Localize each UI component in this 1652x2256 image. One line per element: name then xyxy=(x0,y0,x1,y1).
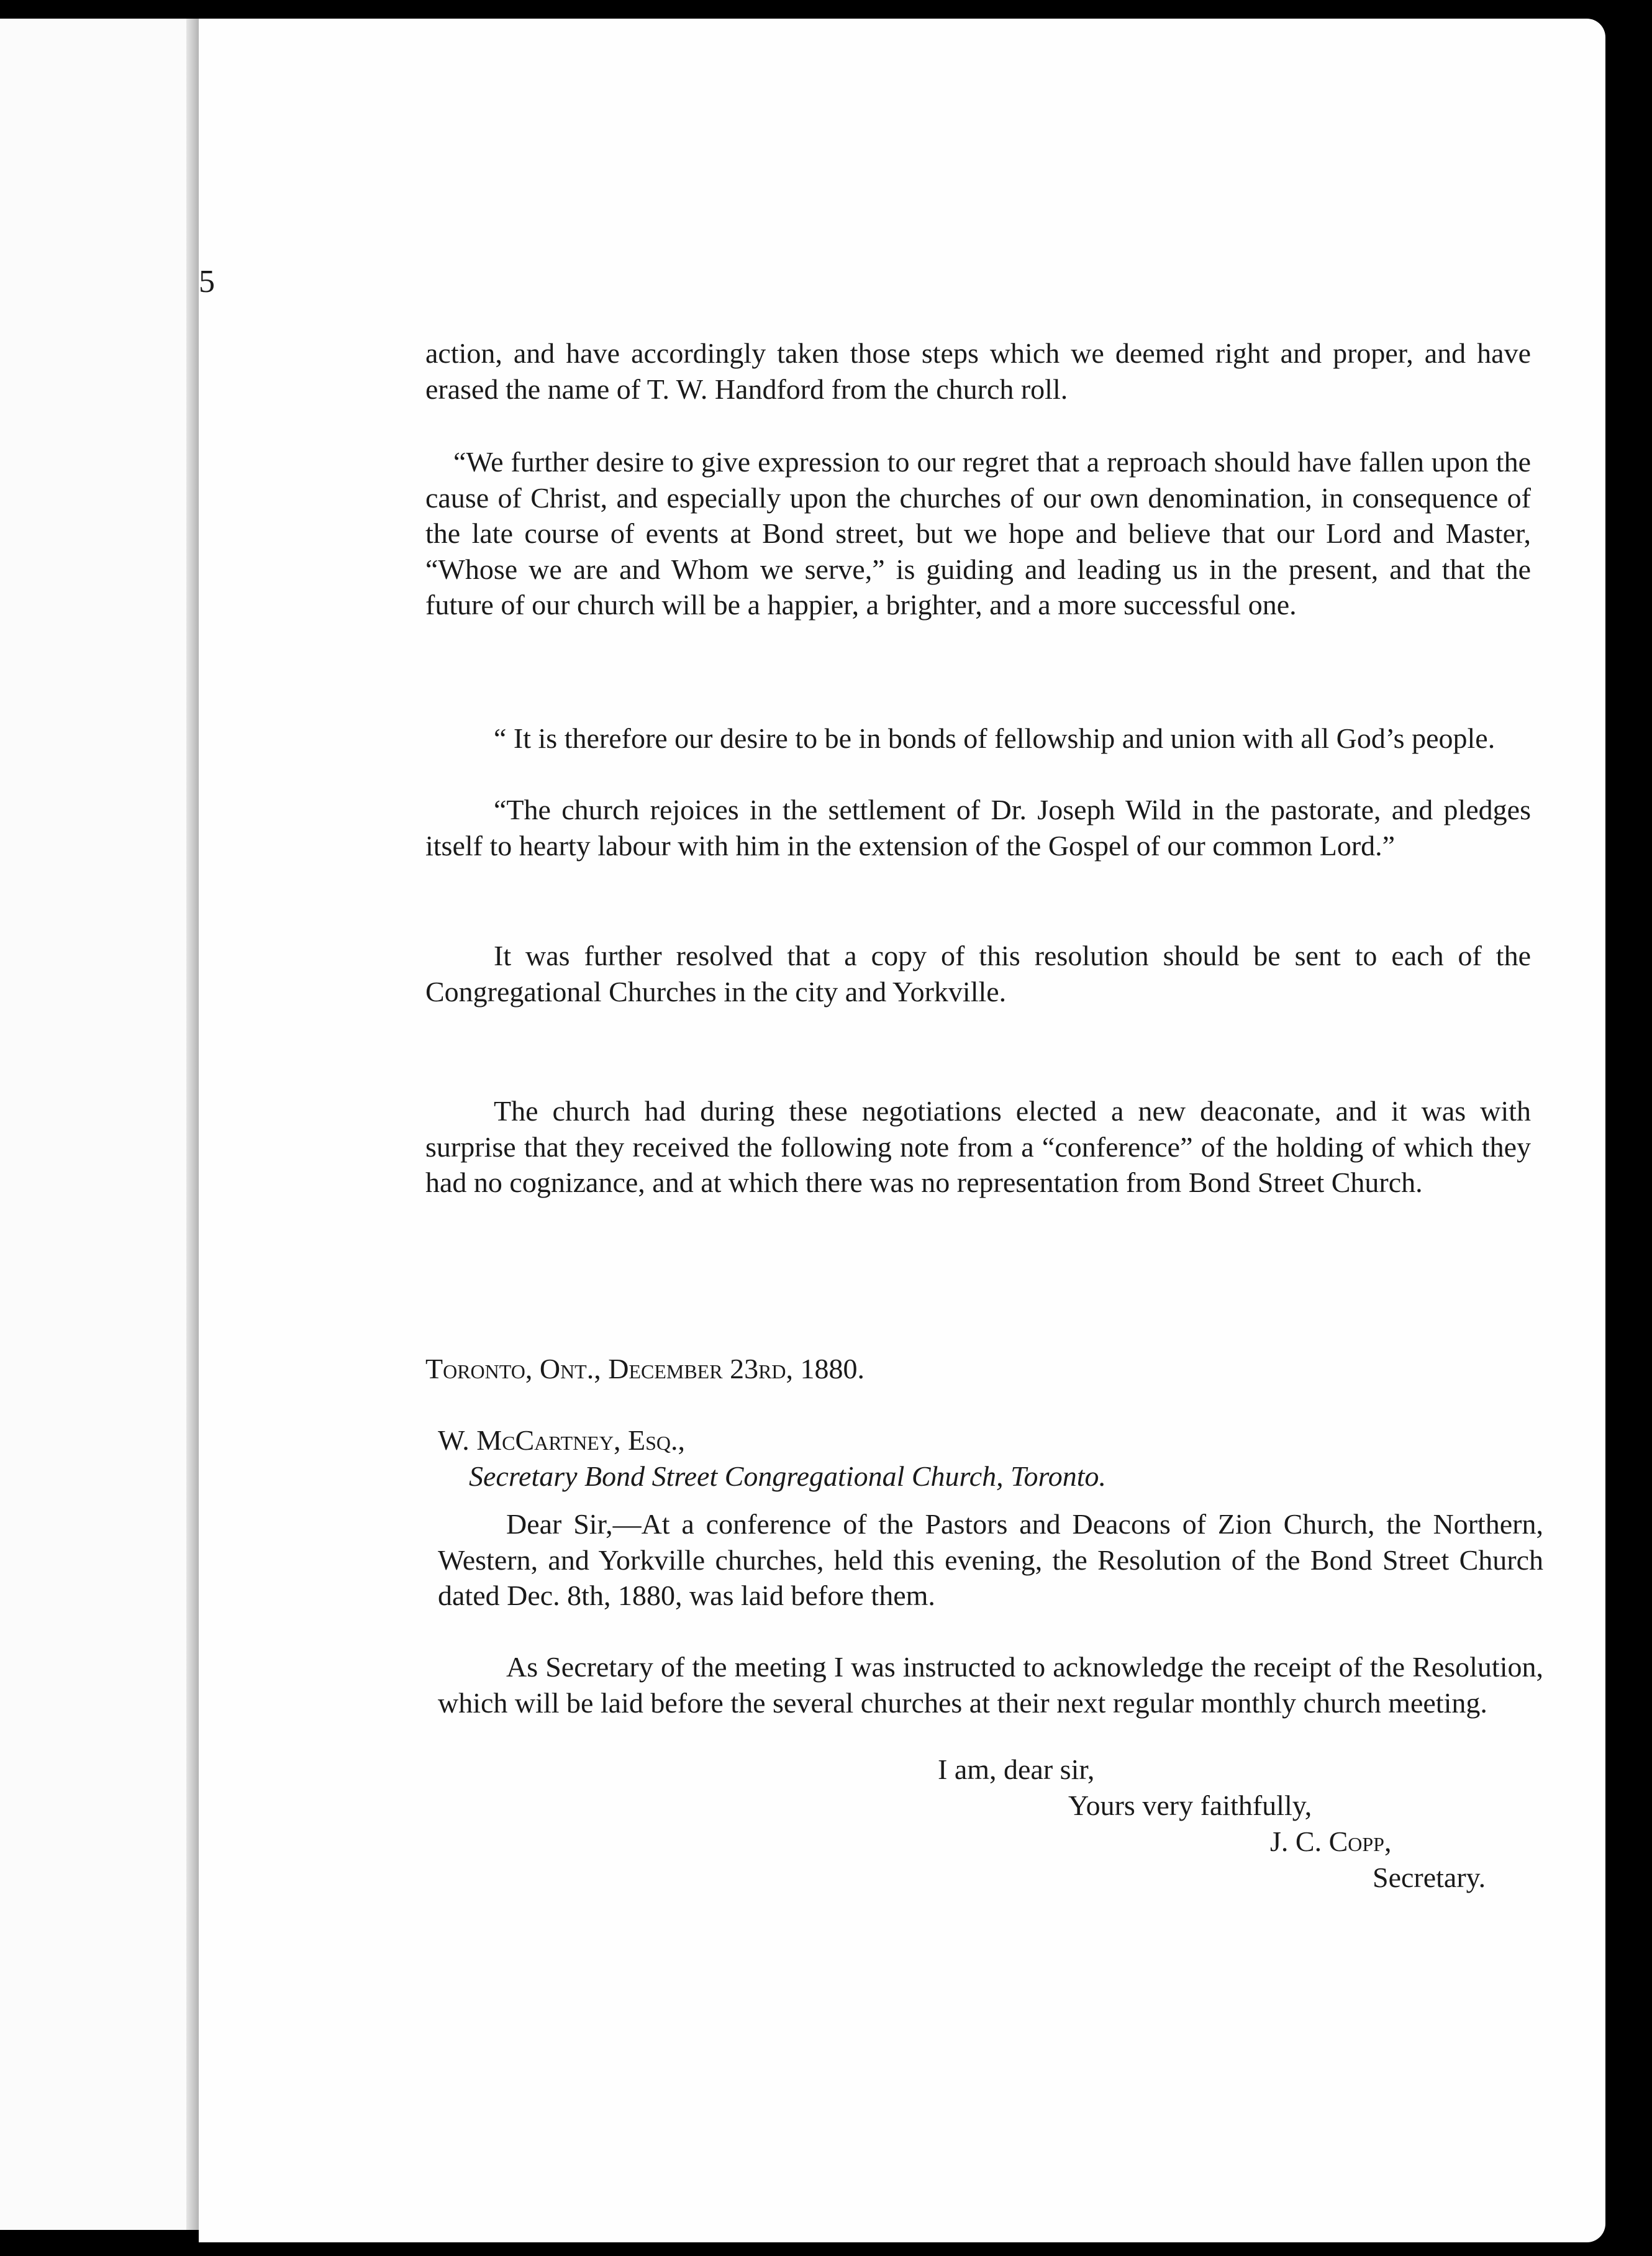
book-page xyxy=(199,19,1605,2242)
letter-closing-2: Yours very faithfully, xyxy=(1068,1790,1312,1821)
letter-closing-1: I am, dear sir, xyxy=(938,1753,1095,1785)
letter-signature: J. C. Copp, xyxy=(1270,1826,1392,1857)
page-number: 5 xyxy=(199,264,215,299)
letter-addressee-title: Secretary Bond Street Congregational Church, Toronto. xyxy=(469,1460,1106,1492)
letter-addressee: W. McCartney, Esq., xyxy=(438,1424,685,1456)
paragraph-3: “ It is therefore our desire to be in bonds of fellowship and union with all God’s people. xyxy=(494,722,1495,754)
narrative-paragraph: The church had during these negotiations elected a new deaconate, and it was with surprise that they received the following note from a “conference” of the holding of which they had no cognizance, and at which there was no representation from Bond Street Church. xyxy=(425,1095,1531,1198)
paragraph-4: “The church rejoices in the settlement of Dr. Joseph Wild in the pastorate, and pledges itself to hearty labour with him in the extension of the Gospel of our common Lord.” xyxy=(425,794,1531,862)
paragraph-2: “We further desire to give expression to our regret that a reproach should have fallen upon the cause of Christ, and especially upon the churches of our own denomination, in consequence of the late course of events at Bond street, but we hope and believe that our Lord and Master, “Whose we are and Whom we serve,” is guiding and leading us in the present, and that the future of our church will be a happier, a brighter, and a more successful one. xyxy=(425,446,1531,621)
paragraph-1: action, and have accordingly taken those steps which we deemed right and proper, and have erased the name of T. W. Handford from the church roll. xyxy=(425,337,1531,405)
letter-body-2: As Secretary of the meeting I was instructed to acknowledge the receipt of the Resolution, which will be laid before the several churches at their next regular monthly church meeting. xyxy=(438,1651,1543,1719)
resolution-paragraph: It was further resolved that a copy of this resolution should be sent to each of the Congregational Churches in the city and Yorkville. xyxy=(425,940,1531,1007)
letter-body-1: Dear Sir,—At a conference of the Pastors and Deacons of Zion Church, the Northern, Western, and Yorkville churches, held this evening, the Resolution of the Bond Street Church dated Dec. 8th, 1880, was laid before them. xyxy=(438,1508,1543,1611)
facing-page xyxy=(0,19,186,2230)
letter-signature-title: Secretary. xyxy=(1373,1862,1486,1893)
letter-dateline: Toronto, Ont., December 23rd, 1880. xyxy=(425,1353,865,1385)
